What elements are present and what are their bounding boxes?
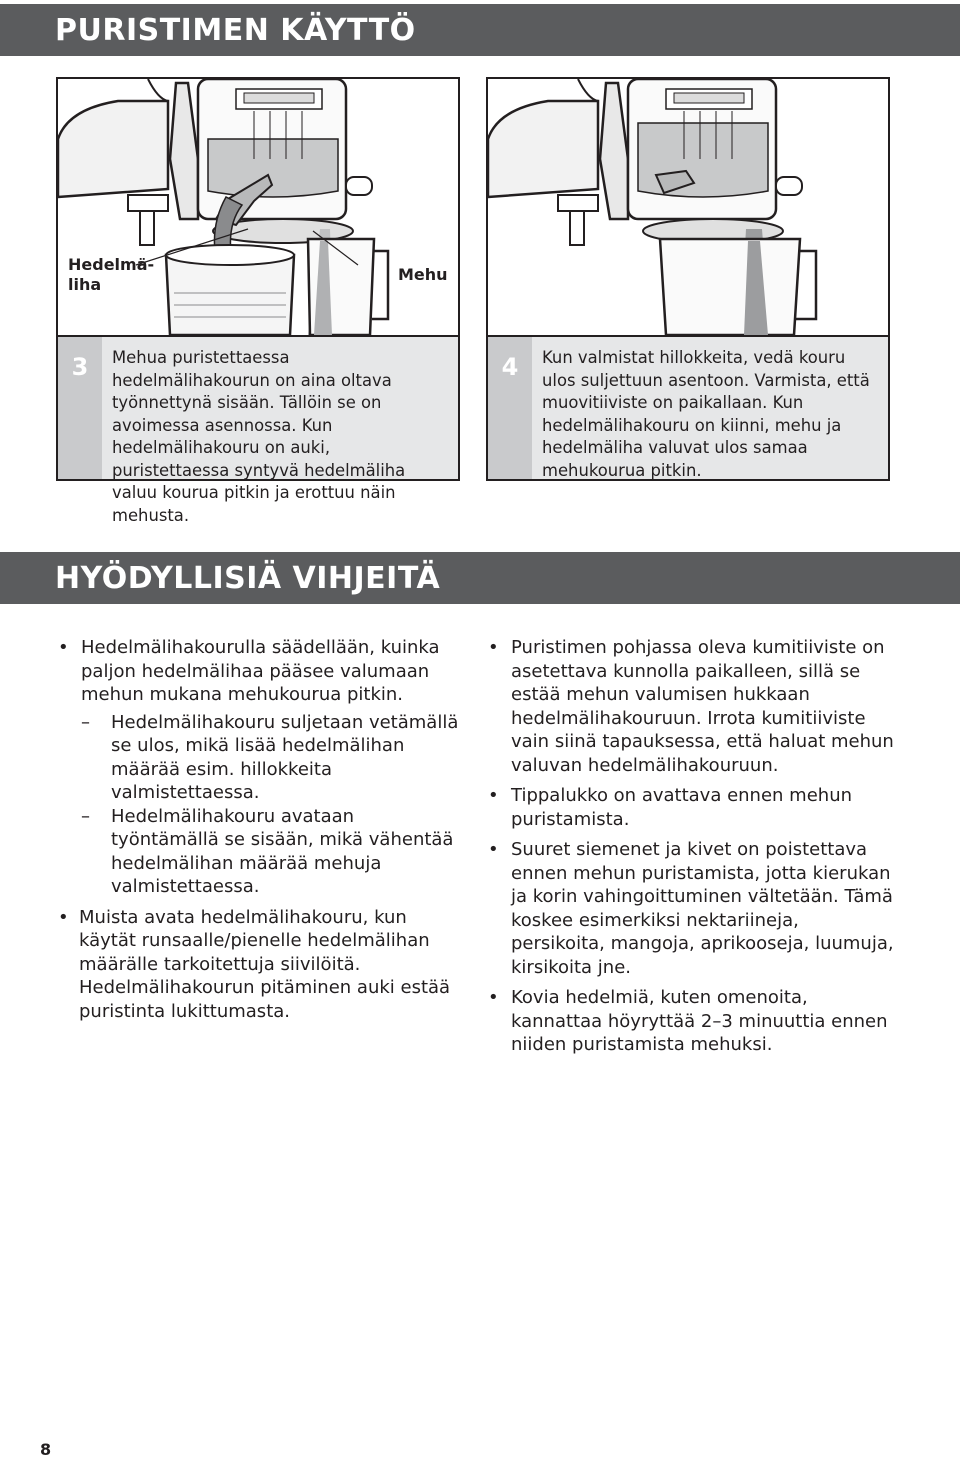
tip-left-sublist	[81, 711, 466, 899]
tip-left-subitem-1	[81, 711, 466, 805]
step-3-number: 3	[58, 337, 102, 479]
juicer-pulp-open-illustration	[58, 79, 458, 335]
step-4-caption	[488, 335, 888, 479]
section-banner-usage	[0, 4, 960, 56]
step-4-number: 4	[488, 337, 532, 479]
tip-left-item-1-text: Hedelmälihakourulla säädellään, kuinka paljon hedelmälihaa pääsee valumaan mehun mukana mehukourua pitkin.	[81, 637, 440, 705]
juicer-open-drawing	[58, 79, 458, 335]
tip-right-item-3-text: Suuret siemenet ja kivet on poistettava ennen mehun puristamista, jotta kierukan ja korin vahingoittuminen vältetään. Tämä koskee esimerkiksi nektariineja, persikoita, mangoja, aprikooseja, luumuja, kirsikoita jne.	[511, 839, 894, 978]
tip-left-subitem-1-text: Hedelmälihakouru suljetaan vetämällä se ulos, mikä lisää hedelmälihan määrää esim. hillokkeita valmistettaessa.	[111, 711, 459, 803]
page-number: 8	[40, 1440, 52, 1459]
pulp-callout-label: Hedelmä- liha	[68, 255, 155, 294]
tip-right-item-1-text: Puristimen pohjassa oleva kumitiiviste on asetettava kunnolla paikalleen, sillä se estää mehun valumisen hukkaan hedelmälihakouruun. Irrota kumitiiviste vain siinä tapauksessa, että haluat mehun valuvan hedelmälihakouruun.	[511, 637, 894, 776]
tip-left-item-1	[56, 636, 466, 899]
dash-icon: –	[81, 805, 90, 827]
juicer-closed-drawing	[488, 79, 888, 335]
bullet-icon: •	[488, 785, 499, 806]
tip-left-subitem-2	[81, 805, 466, 899]
tip-right-item-4	[486, 986, 896, 1057]
step-4-text: Kun valmistat hillokkeita, vedä kouru ulos suljettuun asentoon. Varmista, että muovitiiviste on paikallaan. Kun hedelmälihakouru on kiinni, mehu ja hedelmäliha valuvat ulos samaa mehukourua pitkin.	[542, 348, 870, 480]
step-3-panel	[56, 77, 460, 525]
bullet-icon: •	[488, 839, 499, 860]
tip-right-item-2	[486, 784, 896, 831]
step-3-caption	[58, 335, 458, 525]
tips-left-list	[56, 636, 466, 1030]
bullet-icon: •	[58, 906, 69, 928]
tips-right-list	[486, 636, 896, 1064]
bullet-icon: •	[488, 987, 499, 1008]
juice-callout-label: Mehu	[398, 265, 448, 284]
tip-left-item-2-text: Muista avata hedelmälihakouru, kun käytät runsaalle/pienelle hedelmälihan määrälle tarkoitettuja siivilöitä. Hedelmälihakourun pitäminen auki estää puristinta lukittumasta.	[79, 906, 451, 1022]
tip-left-subitem-2-text: Hedelmälihakouru avataan työntämällä se sisään, mikä vähentää hedelmälihan määrää mehuja valmistettaessa.	[111, 805, 454, 897]
tip-right-item-1	[486, 636, 896, 777]
tip-left-item-2	[56, 906, 466, 1024]
bullet-icon: •	[58, 637, 69, 658]
bullet-icon: •	[488, 637, 499, 658]
tip-right-item-4-text: Kovia hedelmiä, kuten omenoita, kannattaa höyryttää 2–3 minuuttia ennen niiden puristamista mehuksi.	[511, 987, 888, 1055]
juicer-pulp-closed-illustration	[488, 79, 888, 335]
step-4-panel	[486, 77, 890, 481]
dash-icon: –	[81, 711, 90, 733]
section-title-usage: PURISTIMEN KÄYTTÖ	[55, 13, 416, 48]
tip-right-item-2-text: Tippalukko on avattava ennen mehun puristamista.	[511, 785, 853, 830]
section-banner-tips	[0, 552, 960, 604]
section-title-tips: HYÖDYLLISIÄ VIHJEITÄ	[55, 561, 441, 596]
step-3-text: Mehua puristettaessa hedelmälihakourun on aina oltava työnnettynä sisään. Tällöin se on avoimessa asennossa. Kun hedelmälihakouru on auki, puristettaessa syntyvä hedelmäliha valuu kourua pitkin ja erottuu näin mehusta.	[112, 348, 406, 525]
tip-right-item-3	[486, 838, 896, 979]
